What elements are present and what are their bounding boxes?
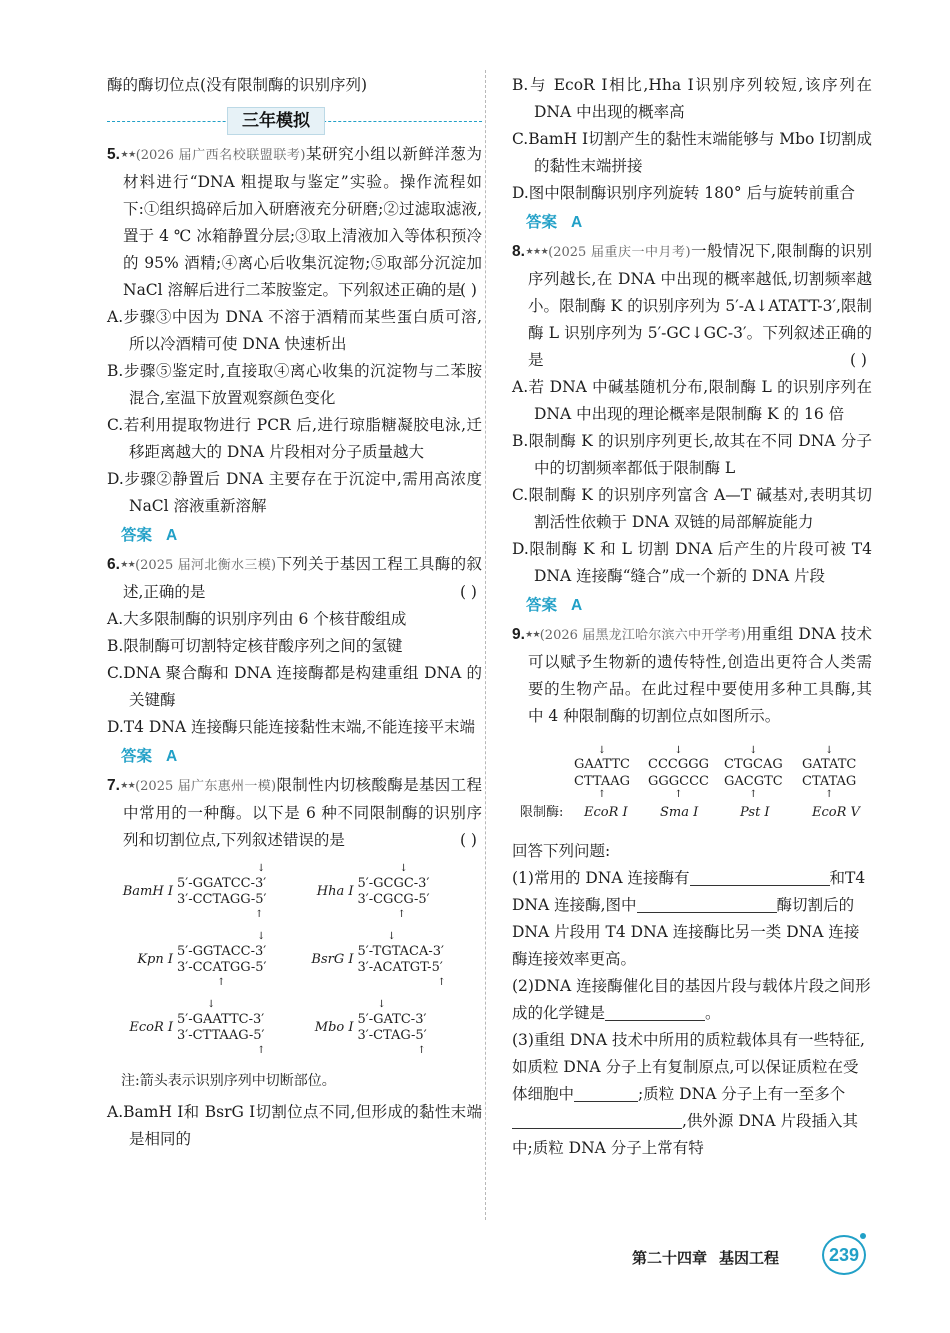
question-6	[107, 551, 482, 606]
option-d: D.图中限制酶识别序列旋转 180° 后与旋转前重合	[512, 184, 855, 202]
cut-arrow-up-icon: ↑	[597, 789, 607, 800]
answer-blank[interactable]	[637, 894, 777, 913]
sequence-top: CCCGGG	[648, 757, 709, 772]
answer-paren: ( )	[849, 351, 867, 369]
question-stem: 某研究小组以新鲜洋葱为材料进行“DNA 粗提取与鉴定”实验。操作流程如下:①组织捣碎后加入研磨液充分研磨;②过滤取滤液,置于 4 ℃ 冰箱静置分层;③取上清液加入等体积预冷的 95% 酒精;④离心后收集沉淀物;⑤取部分沉淀加 NaCl 溶解后进行二苯胺鉴定。下列叙述正确的是	[123, 145, 482, 299]
page-number-dot	[860, 1233, 866, 1239]
page-number: 239	[822, 1235, 866, 1275]
restriction-site-figure	[512, 734, 872, 834]
option-d: D.T4 DNA 连接酶只能连接黏性末端,不能连接平末端	[107, 718, 475, 736]
enzyme-figure	[121, 864, 482, 1056]
enzyme-name: Pst Ⅰ	[740, 805, 770, 820]
answer-blank[interactable]	[574, 1083, 638, 1102]
enzyme-name: Hha Ⅰ	[316, 884, 354, 899]
cut-arrow-down-icon: ↓	[257, 931, 266, 942]
right-column	[512, 72, 872, 1162]
sequence-bottom: 3′-ACATGT-5′	[357, 960, 443, 975]
answer-label: 答案	[526, 597, 558, 614]
difficulty-stars: ★★	[119, 150, 136, 160]
continued-text: 酶的酶切位点(没有限制酶的识别序列)	[107, 76, 368, 94]
question-source: (2026 届黑龙江哈尔滨六中开学考)	[539, 628, 746, 643]
left-column	[107, 72, 482, 1153]
enzyme-name: BsrG Ⅰ	[311, 952, 354, 967]
sequence-top: 5′-GCGC-3′	[357, 876, 430, 891]
answer-blank[interactable]	[512, 1110, 682, 1129]
question-source: (2026 届广西名校联盟联考)	[135, 148, 306, 163]
answer-value: A	[166, 527, 178, 544]
cut-arrow-up-icon: ↑	[257, 1045, 266, 1056]
option-a: A.BamH Ⅰ和 BsrG Ⅰ切割位点不同,但形成的黏性末端是相同的	[107, 1103, 482, 1148]
cut-arrow-down-icon: ↓	[257, 863, 266, 874]
answer-label: 答案	[121, 748, 153, 765]
question-source: (2025 届广东惠州一模)	[135, 779, 277, 794]
answer-value: A	[571, 214, 583, 231]
question-stem: 一般情况下,限制酶的识别序列越长,在 DNA 中出现的概率越低,切割频率越小。限制酶 K 的识别序列为 5′-A↓ATATT-3′,限制酶 L 识别序列为 5′-GC↓GC-3′。下列叙述正确的是	[528, 242, 872, 369]
difficulty-stars: ★★	[119, 560, 136, 570]
enzyme-name: EcoR Ⅰ	[584, 805, 628, 820]
difficulty-stars: ★★	[524, 630, 540, 640]
section-header	[107, 107, 482, 135]
difficulty-stars: ★★★	[524, 247, 549, 257]
answer-blank[interactable]	[690, 867, 830, 886]
answer-value: A	[166, 748, 178, 765]
sequence-top: 5′-GAATTC-3′	[177, 1012, 265, 1027]
cut-arrow-down-icon: ↓	[399, 863, 408, 874]
cut-arrow-up-icon: ↑	[217, 977, 226, 988]
cut-arrow-up-icon: ↑	[437, 977, 446, 988]
question-stem: 限制性内切核酸酶是基因工程中常用的一种酶。以下是 6 种不同限制酶的识别序列和切割位点,下列叙述错误的是	[123, 776, 482, 849]
cut-arrow-down-icon: ↓	[207, 999, 216, 1010]
prompt: 回答下列问题:	[512, 842, 611, 860]
enzyme-name: Kpn Ⅰ	[137, 952, 173, 967]
section-title: 三年模拟	[227, 107, 325, 135]
sequence-bottom: 3′-CGCG-5′	[357, 892, 430, 907]
enzyme-ecori	[121, 1000, 302, 1056]
cut-arrow-down-icon: ↓	[749, 745, 758, 756]
site-smai	[648, 746, 709, 800]
question-number: 6.	[107, 556, 120, 573]
cut-arrow-up-icon: ↑	[749, 789, 758, 800]
sequence-top: GAATTC	[574, 757, 630, 772]
sequence-bottom: 3′-CCTAGG-5′	[177, 892, 267, 907]
sequence-bottom: 3′-CTTAAG-5′	[177, 1028, 265, 1043]
sequence-bottom: GACGTC	[724, 774, 783, 789]
column-divider	[485, 70, 486, 1220]
question-5	[107, 141, 482, 304]
option-c: C.限制酶 K 的识别序列富含 A—T 碱基对,表明其切割活性依赖于 DNA 双链的局部解旋能力	[512, 486, 872, 531]
cut-arrow-up-icon: ↑	[417, 1045, 426, 1056]
sequence-top: CTGCAG	[724, 757, 783, 772]
sequence-bottom: 3′-CTAG-5′	[357, 1028, 427, 1043]
sequence-bottom: CTTAAG	[574, 774, 630, 789]
sequence-bottom: GGGCCC	[648, 774, 709, 789]
enzyme-name: BamH Ⅰ	[122, 884, 173, 899]
option-c: C.DNA 聚合酶和 DNA 连接酶都是构建重组 DNA 的关键酶	[107, 664, 482, 709]
answer-paren: ( )	[459, 831, 477, 849]
option-b: B.与 EcoR Ⅰ相比,Hha Ⅰ识别序列较短,该序列在 DNA 中出现的概率高	[512, 76, 872, 121]
answer-label: 答案	[121, 527, 153, 544]
answer-line	[107, 522, 482, 549]
sequence-top: GATATC	[802, 757, 857, 772]
option-a: A.大多限制酶的识别序列由 6 个核苷酸组成	[107, 610, 407, 628]
cut-arrow-up-icon: ↑	[824, 789, 834, 800]
sequence-top: 5′-GATC-3′	[357, 1012, 427, 1027]
question-stem: 下列关于基因工程工具酶的叙述,正确的是	[123, 555, 482, 601]
answer-line	[512, 592, 872, 619]
cut-arrow-down-icon: ↓	[674, 745, 683, 756]
sequence-top: 5′-TGTACA-3′	[357, 944, 445, 959]
enzyme-mboi	[302, 1000, 483, 1056]
site-ecorv	[802, 746, 856, 800]
option-d: D.步骤②静置后 DNA 主要存在于沉淀中,需用高浓度 NaCl 溶液重新溶解	[107, 470, 482, 515]
sequence-top: 5′-GGATCC-3′	[177, 876, 267, 891]
option-d: D.限制酶 K 和 L 切割 DNA 后产生的片段可被 T4 DNA 连接酶“缝合”成一个新的 DNA 片段	[512, 540, 872, 585]
enzyme-bamhi	[121, 864, 302, 920]
answer-line	[512, 209, 872, 236]
site-psti	[724, 746, 783, 800]
enzyme-name: Mbo Ⅰ	[314, 1020, 354, 1035]
answer-blank[interactable]	[605, 1002, 705, 1021]
answer-paren: ( )	[459, 281, 477, 299]
option-b: B.限制酶 K 的识别序列更长,故其在不同 DNA 分子中的切割频率都低于限制酶 L	[512, 432, 872, 477]
sequence-bottom: CTATAG	[802, 774, 857, 789]
chapter-title: 基因工程	[719, 1250, 780, 1267]
question-9	[512, 621, 872, 730]
site-ecori	[574, 746, 630, 800]
option-c: C.BamH Ⅰ切割产生的黏性末端能够与 Mbo Ⅰ切割成的黏性末端拼接	[512, 130, 872, 175]
cut-arrow-down-icon: ↓	[824, 745, 834, 756]
question-8	[512, 238, 872, 374]
page-footer	[632, 1247, 791, 1268]
answer-label: 答案	[526, 214, 558, 231]
cut-arrow-up-icon: ↑	[674, 789, 683, 800]
option-b: B.步骤⑤鉴定时,直接取④离心收集的沉淀物与二苯胺混合,室温下放置观察颜色变化	[107, 362, 482, 407]
sequence-bottom: 3′-CCATGG-5′	[177, 960, 267, 975]
question-number: 8.	[512, 243, 525, 260]
sequence-top: 5′-GGTACC-3′	[177, 944, 267, 959]
chapter-label: 第二十四章	[632, 1250, 708, 1267]
enzyme-name: Sma Ⅰ	[660, 805, 699, 820]
enzyme-bsrgi	[302, 932, 483, 988]
cut-arrow-up-icon: ↑	[397, 909, 406, 920]
question-stem: 用重组 DNA 技术可以赋予生物新的遗传特性,创造出更符合人类需要的生物产品。在此过程中要使用多种工具酶,其中 4 种限制酶的切割位点如图所示。	[528, 625, 872, 725]
question-source: (2025 届河北衡水三模)	[135, 558, 277, 573]
option-a: A.若 DNA 中碱基随机分布,限制酶 L 的识别序列在 DNA 中出现的理论概率是限制酶 K 的 16 倍	[512, 378, 872, 423]
enzyme-name: EcoR Ⅴ	[812, 805, 860, 820]
question-7	[107, 772, 482, 854]
enzyme-kpni	[121, 932, 302, 988]
question-number: 7.	[107, 777, 120, 794]
subquestion-3: (3)重组 DNA 技术中所用的质粒载体具有一些特征,如质粒 DNA 分子上有复制原点,可以保证质粒在受体细胞中 ;质粒 DNA 分子上有一至多个,供外源 DNA 片段插入其中;质粒 DNA 分子上常有特	[512, 1031, 865, 1157]
enzyme-label: 限制酶:	[520, 805, 564, 820]
figure-note: 注:箭头表示识别序列中切断部位。	[121, 1073, 336, 1089]
cut-arrow-up-icon: ↑	[255, 909, 264, 920]
question-number: 5.	[107, 146, 120, 163]
cut-arrow-down-icon: ↓	[377, 999, 386, 1010]
enzyme-hhai	[302, 864, 483, 920]
option-b: B.限制酶可切割特定核苷酸序列之间的氢键	[107, 637, 403, 655]
question-number: 9.	[512, 626, 525, 643]
option-a: A.步骤③中因为 DNA 不溶于酒精而某些蛋白质可溶,所以冷酒精可使 DNA 快速析出	[107, 308, 482, 353]
answer-line	[107, 743, 482, 770]
subquestion-2: (2)DNA 连接酶催化目的基因片段与载体片段之间形成的化学键是 。	[512, 977, 871, 1022]
cut-arrow-down-icon: ↓	[387, 931, 396, 942]
cut-arrow-down-icon: ↓	[597, 745, 607, 756]
question-source: (2025 届重庆一中月考)	[548, 245, 691, 260]
subquestion-1: (1)常用的 DNA 连接酶有 和T4 DNA 连接酶,图中 酶切割后的 DNA 片段用 T4 DNA 连接酶比另一类 DNA 连接酶连接效率更高。	[512, 869, 866, 968]
enzyme-name: EcoR Ⅰ	[129, 1020, 173, 1035]
option-c: C.若利用提取物进行 PCR 后,进行琼脂糖凝胶电泳,迁移距离越大的 DNA 片段相对分子质量越大	[107, 416, 482, 461]
answer-value: A	[571, 597, 583, 614]
difficulty-stars: ★★	[119, 781, 136, 791]
answer-paren: ( )	[459, 583, 477, 601]
